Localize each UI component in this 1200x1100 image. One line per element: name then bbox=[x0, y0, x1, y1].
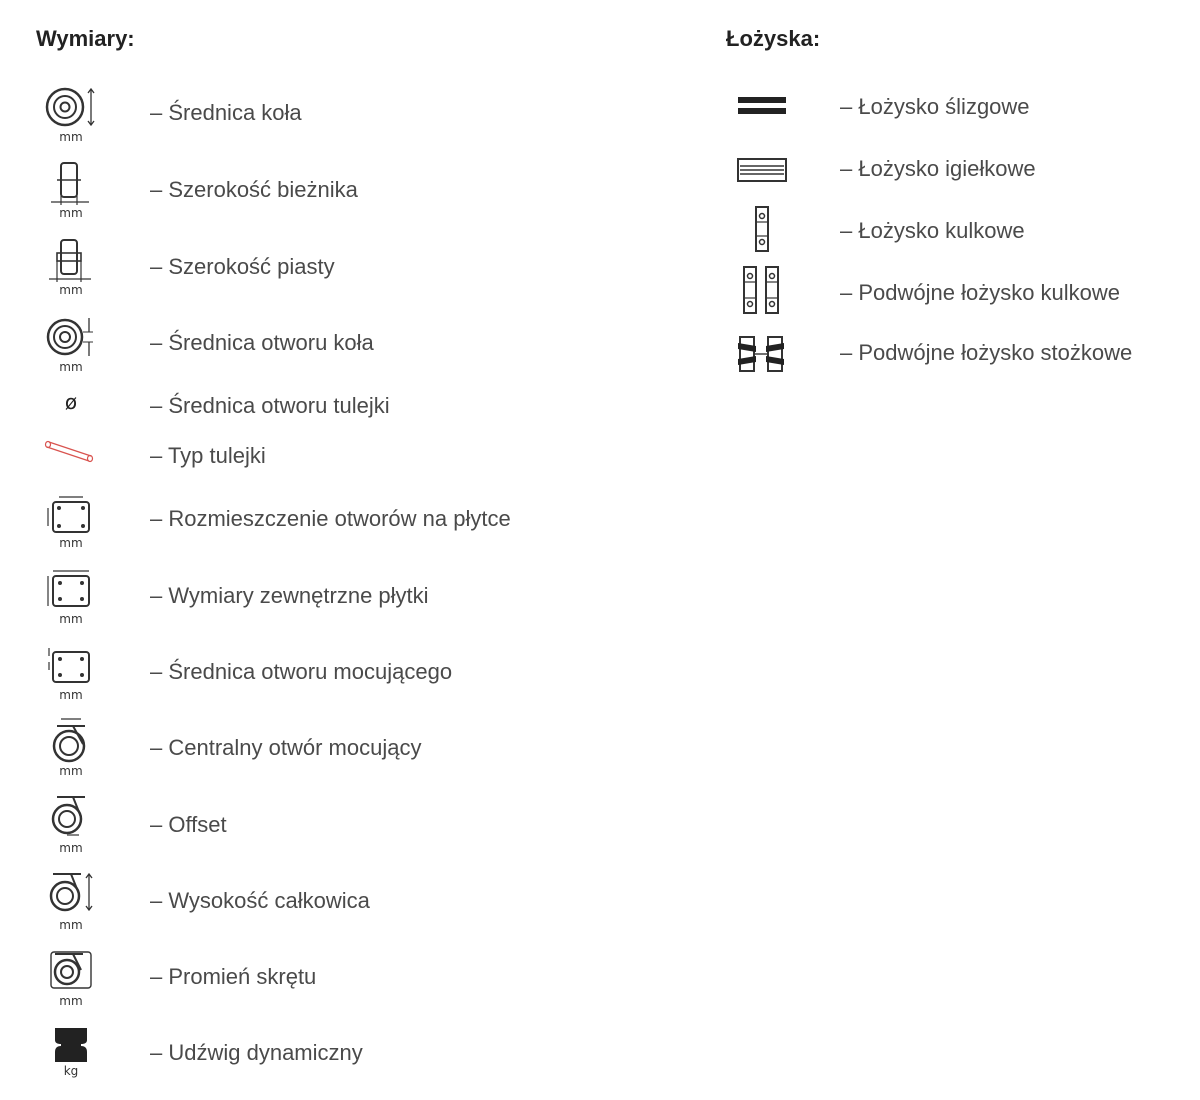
diameter-symbol: ø bbox=[64, 390, 78, 414]
ball-bearing-icon bbox=[732, 204, 792, 259]
dimension-label-plate-outer-dimensions: – Wymiary zewnętrzne płytki bbox=[150, 583, 429, 608]
unit-label: mm bbox=[59, 206, 83, 220]
hub-width-icon bbox=[40, 237, 102, 296]
mounting-hole-diameter-icon bbox=[40, 646, 102, 701]
needle-bearing-icon bbox=[732, 156, 792, 189]
dynamic-load-icon bbox=[40, 1026, 102, 1077]
unit-label: mm bbox=[59, 130, 83, 144]
dimension-label-hub-width: – Szerokość piasty bbox=[150, 254, 335, 279]
central-mounting-hole-icon bbox=[40, 716, 102, 777]
dimension-label-sleeve-bore-diameter: – Średnica otworu tulejki bbox=[150, 393, 390, 418]
tread-width-icon bbox=[40, 160, 102, 219]
dimension-label-tread-width: – Szerokość bieżnika bbox=[150, 177, 358, 202]
unit-label: mm bbox=[59, 918, 83, 932]
unit-label: mm bbox=[59, 764, 83, 778]
double-ball-bearing-icon bbox=[732, 264, 792, 321]
diameter-symbol-icon bbox=[40, 390, 102, 414]
sleeve-type-icon bbox=[40, 436, 102, 466]
dimension-label-sleeve-type: – Typ tulejki bbox=[150, 443, 266, 468]
wheel-diameter-icon bbox=[40, 86, 102, 143]
plain-bearing-icon bbox=[732, 94, 792, 123]
bearings-heading: Łożyska: bbox=[726, 26, 821, 51]
dimension-label-total-height: – Wysokość całkowica bbox=[150, 888, 370, 913]
dimension-label-plate-hole-spacing: – Rozmieszczenie otworów na płytce bbox=[150, 506, 511, 531]
dimension-label-wheel-diameter: – Średnica koła bbox=[150, 100, 302, 125]
unit-label: mm bbox=[59, 283, 83, 297]
offset-icon bbox=[40, 793, 102, 854]
unit-label: mm bbox=[59, 994, 83, 1008]
swivel-radius-icon bbox=[40, 948, 102, 1007]
dimension-label-offset: – Offset bbox=[150, 812, 227, 837]
dimension-label-swivel-radius: – Promień skrętu bbox=[150, 964, 317, 989]
unit-label: mm bbox=[59, 612, 83, 626]
unit-label: mm bbox=[59, 360, 83, 374]
bearing-label-plain: – Łożysko ślizgowe bbox=[840, 94, 1030, 119]
unit-label: kg bbox=[63, 1064, 79, 1078]
plate-hole-spacing-icon bbox=[40, 494, 102, 549]
unit-label: mm bbox=[59, 841, 83, 855]
unit-label: mm bbox=[59, 688, 83, 702]
bearing-label-ball: – Łożysko kulkowe bbox=[840, 218, 1025, 243]
dimension-label-mounting-hole-diameter: – Średnica otworu mocującego bbox=[150, 659, 453, 684]
dimensions-heading: Wymiary: bbox=[36, 26, 135, 51]
dimension-label-central-mounting-hole: – Centralny otwór mocujący bbox=[150, 735, 422, 760]
bearing-label-needle: – Łożysko igiełkowe bbox=[840, 156, 1036, 181]
double-tapered-bearing-icon bbox=[732, 334, 792, 379]
wheel-bore-diameter-icon bbox=[40, 316, 102, 373]
total-height-icon bbox=[40, 870, 102, 931]
unit-label: mm bbox=[59, 536, 83, 550]
dimension-label-wheel-bore-diameter: – Średnica otworu koła bbox=[150, 330, 374, 355]
plate-outer-dimensions-icon bbox=[40, 570, 102, 625]
bearing-label-double-ball: – Podwójne łożysko kulkowe bbox=[840, 280, 1121, 305]
bearing-label-double-tapered: – Podwójne łożysko stożkowe bbox=[840, 340, 1133, 365]
dimension-label-dynamic-load: – Udźwig dynamiczny bbox=[150, 1040, 363, 1065]
